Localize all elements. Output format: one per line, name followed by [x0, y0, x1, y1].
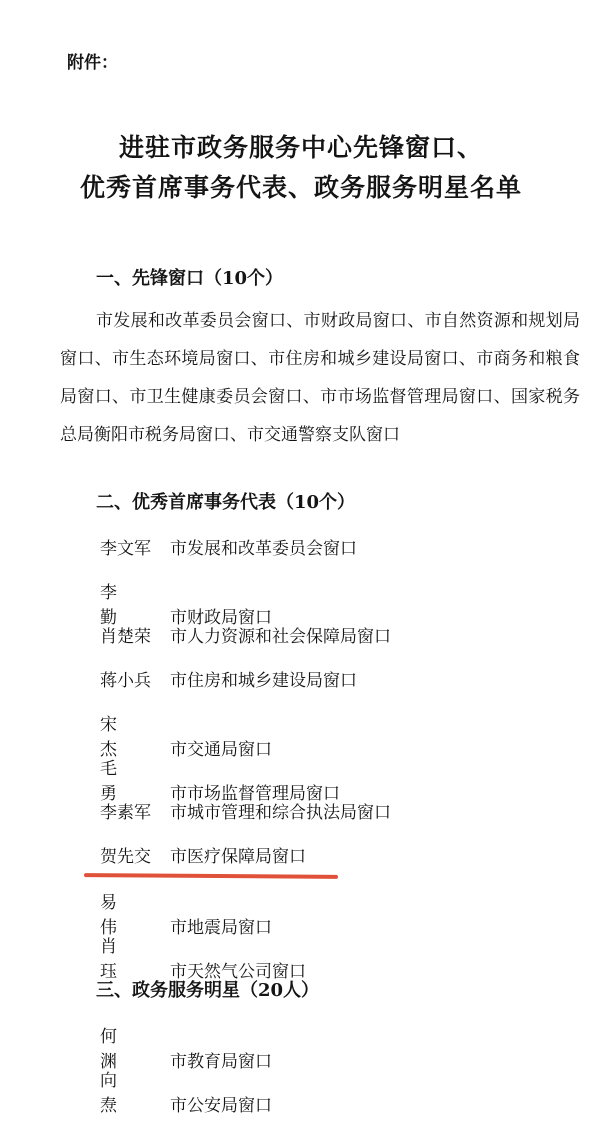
window-unit: 市交通局窗口 [170, 740, 272, 760]
list-item [100, 578, 272, 628]
window-unit: 市医疗保障局窗口 [170, 847, 306, 867]
star-name: 何 渊 [100, 1027, 134, 1072]
list-item [100, 534, 357, 559]
representative-name: 毛 勇 [100, 759, 134, 804]
window-unit: 市地震局窗口 [170, 918, 272, 938]
list-item [100, 842, 306, 867]
list-item [100, 932, 306, 982]
section-3-heading: 三、政务服务明星（20人） [96, 980, 320, 1001]
representative-name: 肖 珏 [100, 937, 134, 982]
representative-name: 李素军 [100, 803, 151, 823]
window-unit: 市市场监督管理局窗口 [170, 784, 340, 804]
window-unit: 市财政局窗口 [170, 608, 272, 628]
list-item [100, 754, 340, 804]
list-item [100, 666, 357, 691]
list-item [100, 798, 391, 823]
list-item [100, 710, 272, 760]
representative-name: 蒋小兵 [100, 671, 151, 691]
star-name: 向 焘 [100, 1071, 134, 1116]
window-unit: 市住房和城乡建设局窗口 [170, 671, 357, 691]
representative-name: 宋 杰 [100, 715, 134, 760]
highlight-underline [84, 873, 338, 879]
representative-name: 李 勤 [100, 583, 134, 628]
section-1-paragraph: 市发展和改革委员会窗口、市财政局窗口、市自然资源和规划局窗口、市生态环境局窗口、市住房和城乡建设局窗口、市商务和粮食局窗口、市卫生健康委员会窗口、市市场监督管理局窗口、国家税务总局衡阳市税务局窗口、市交通警察支队窗口 [60, 311, 580, 445]
list-item [100, 622, 391, 647]
attachment-label: 附件： [67, 53, 118, 73]
section-2-heading: 二、优秀首席事务代表（10个） [96, 492, 356, 513]
window-unit: 市人力资源和社会保障局窗口 [170, 627, 391, 647]
representative-name: 李文军 [100, 539, 151, 559]
window-unit: 市发展和改革委员会窗口 [170, 539, 357, 559]
list-item [100, 888, 272, 938]
window-unit: 市天然气公司窗口 [170, 962, 306, 982]
list-item [100, 1066, 272, 1116]
representative-name: 易 伟 [100, 893, 134, 938]
window-unit: 市城市管理和综合执法局窗口 [170, 803, 391, 823]
document-title-line-1: 进驻市政务服务中心先锋窗口、 [118, 133, 483, 162]
representative-name: 贺先交 [100, 847, 151, 867]
window-unit: 市教育局窗口 [170, 1052, 272, 1072]
list-item [100, 1022, 272, 1072]
document-title-line-2: 优秀首席事务代表、政务服务明星名单 [79, 173, 522, 202]
window-unit: 市公安局窗口 [170, 1096, 272, 1116]
section-1-heading: 一、先锋窗口（10个） [96, 268, 284, 289]
representative-name: 肖楚荣 [100, 627, 151, 647]
